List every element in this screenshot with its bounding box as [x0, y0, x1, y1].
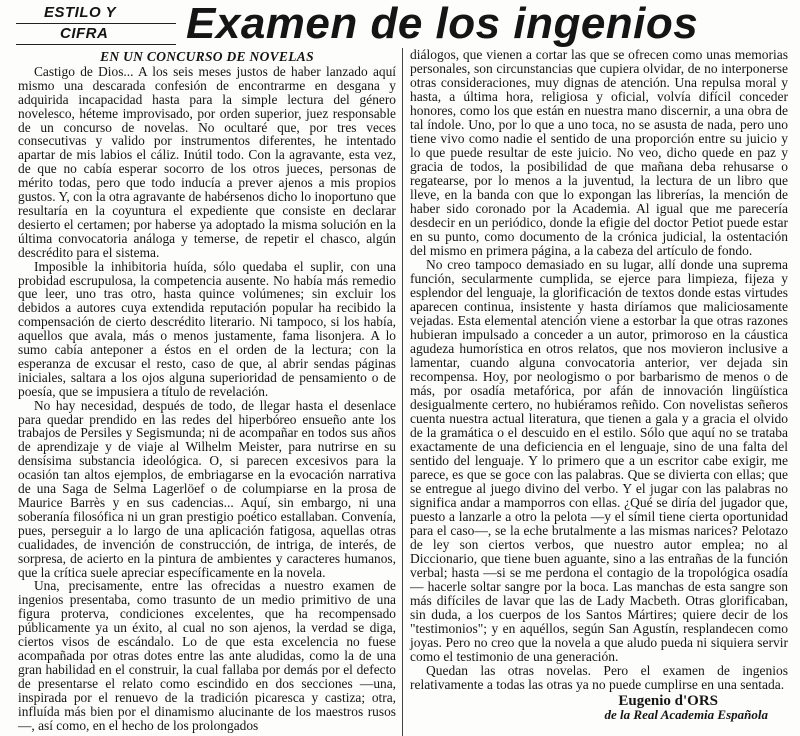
signature-block — [410, 694, 788, 722]
section-rule-bottom — [16, 44, 176, 45]
paragraph: No creo tampoco demasiado en su lugar, allí donde una suprema función, secularmente cumplida, se ejerce para limpieza, fijeza y esplendor del lenguaje, la glorificación de textos donde estas virtudes aparecen continua, insistente y hasta diríamos que maliciosamente vejadas. Esta elemental atención viene a estorbar la que otras razones hubieran impulsado a conceder a un autor, primoroso en la cáustica agudeza humorística en otros relatos, que nos movieron inclusive a lamentar, cuando alguna convocatoria anterior, ver dejada sin recompensa. Hoy, por neologismo o por barbarismo de menos o de más, por osadía metafórica, por afán de innovación lingüística desigualmente certero, no hubiéramos reñido. Con novelistas señeros cuenta nuestra actual literatura, que tienen a gala y a gracia el olvido de la gramática o el descuido en el estilo. Sólo que aquí no se trataba exactamente de una deficiencia en el lenguaje, sino de una falta del sentido del lenguaje. Y lo primero que a un escritor cabe exigir, me parece, es que se goce con las palabras. Que se divierta con ellas; que se entregue al juego divino del verbo. Y el jugar con las palabras no significa andar a mamporros con ellas. ¿Qué se diría del jugador que, puesto a lanzarle a otro la pelota —y el símil tiene cierta oportunidad para el caso—, se la eche brutalmente a las mismas narices? Pelotazo de ley son ciertos verbos, que nuestro autor emplea; no al Diccionario, que tiene buen aguante, sino a las entrañas de la función verbal; hasta —si se me perdona el contagio de la tropológica osadía— hacerle soltar sangre por la boca. Las manchas de esta sangre son más difíciles de lavar que las de Lady Macbeth. Otras glorificaban, sin duda, a los cuerpos de los Santos Mártires; quiere decir de los "testimonios"; y en aquéllos, según San Agustín, resplandecen como joyas. Pero no creo que la novela a que aludo pueda ni siquiera servir como el testimonio de una generación. — [410, 257, 788, 664]
paragraph: Imposible la inhibitoria huída, sólo quedaba el suplir, con una probidad escrupulosa, la competencia ausente. No había más remedio que leer, uno tras otro, hasta quince volúmenes; sin excluir los debidos a autores cuya extendida reputación popular ha recibido la compensación de cierto descrédito literario. Ni tampoco, si los había, aquellos que avala, más o menos justamente, fama lisonjera. A lo sumo cabía anteponer a éstos en el orden de la lectura; con la esperanza de excusar el resto, caso de que, al abrir sendas páginas iniciales, saltara a los ojos alguna superioridad de pensamiento o de poesía, que se impusiera a título de revelación. — [18, 258, 396, 399]
headline: Examen de los ingenios — [186, 0, 699, 48]
author-name: Eugenio d'ORS — [618, 693, 718, 709]
paragraph: Una, precisamente, entre las ofrecidas a nuestro examen de ingenios presentaba, como trasunto de un medio primitivo de una figura proterva, condiciones excelentes, que ha recompensado públicamente ya un éxito, al cual no son ajenos, la verdad se diga, ciertos visos de escándalo. Lo de que esta excelencia no fuese acompañada por otras dotes entre las ante aludidas, como la de una gran habilidad en el construir, la cual fallaba por demás por el defecto de presentarse el relato como escindido en dos secciones —una, inspirada por el renuevo de la tradición picaresca y castiza; otra, influída más bien por el dinamismo alucinante de los maestros rusos—, así como, en el hecho de los prolongados — [18, 578, 396, 733]
section-rule-top — [16, 23, 176, 24]
paragraph: No hay necesidad, después de todo, de llegar hasta el desenlace para quedar prendido en las redes del hiperbóreo ensueño ante los trabajos de Persiles y Segismunda; ni de acompañar en todos sus años de aprendizaje y de viaje al Wilhelm Meister, para nutrirse en su densísima substancia ideológica. O, si parecen excesivos para la ocasión tan altos ejemplos, de embriagarse en la evocación narrativa de una Saga de Selma Lagerlöef o de columpiarse en la prosa de Maurice Barrès y en sus cadencias... Aquí, sin embargo, ni una soberanía filosófica ni un gran prestigio poético estallaban. Convenía, pues, perseguir a lo largo de una aplicación fatigosa, aquellas otras cualidades, de invención de construcción, de intriga, de interés, de sorpresa, de acierto en la pintura de ambientes y caracteres humanos, que la crítica suele apreciar específicamente en la novela. — [18, 397, 396, 580]
author-affiliation: de la Real Academia Española — [604, 707, 768, 722]
paragraph: Quedan las otras novelas. Pero el examen de ingenios relativamente a todas las otras ya no puede cumplirse en una sentada. — [410, 663, 788, 692]
column-divider — [402, 48, 403, 736]
section-label-line1: ESTILO Y — [44, 4, 117, 21]
right-column — [410, 48, 788, 736]
paragraph: Castigo de Dios... A los seis meses justos de haber lanzado aquí mismo una descarada confesión de encontrarme en desgana y adquirida incapacidad hasta para la simple lectura del género novelesco, héteme improvisado, por orden superior, juez responsable de un concurso de novelas. No ocultaré que, por tres veces consecutivas y valido por instrumentos diferentes, he intentado apartar de mis labios el cáliz. Inútil todo. Con la agravante, esta vez, de que no cabía esperar socorro de los otros jueces, personas de mérito todas, pero que todo inducía a prever ajenos a mis propios gustos. Y, con la otra agravante de habérsenos dicho lo inoportuno que resultaría en la coyuntura el expediente que consiste en declarar desierto el certamen; por haberse ya adoptado la misma solución en la última convocatoria análoga y temerse, de repetir el chasco, algún descrédito para el sistema. — [18, 63, 396, 260]
paragraph: diálogos, que vienen a cortar las que se ofrecen como unas memorias personales, son circunstancias que cupiera olvidar, de no interponerse otras consideraciones, muy dignas de atención. Una repulsa moral y hasta, a última hora, religiosa y oficial, volvía difícil conceder honores, como los que están en nuestra mano discernir, a una obra de tal índole. Uno, por lo que a uno toca, no se asusta de nada, pero uno tiene vivo como nadie el sentido de una proporción entre su juicio y lo que puede resultar de este juicio. No veo, dicho quede en paz y gracia de todos, la posibilidad de que mañana deba rehusarse o regatearse, por lo menos a la juventud, la lectura de un libro que lleve, en la banda con que lo expongan las librerías, la mención de haber sido coronado por la Academia. Al igual que me parecería desdecir en un periódico, donde la efigie del doctor Petiot puede estar en su punto, como documento de la crónica judicial, la ostentación del mismo en primera página, a la cabeza del artículo de fondo. — [410, 47, 788, 258]
left-column — [18, 50, 396, 732]
subtitle: EN UN CONCURSO DE NOVELAS — [100, 49, 314, 64]
section-label-line2: CIFRA — [60, 25, 109, 42]
